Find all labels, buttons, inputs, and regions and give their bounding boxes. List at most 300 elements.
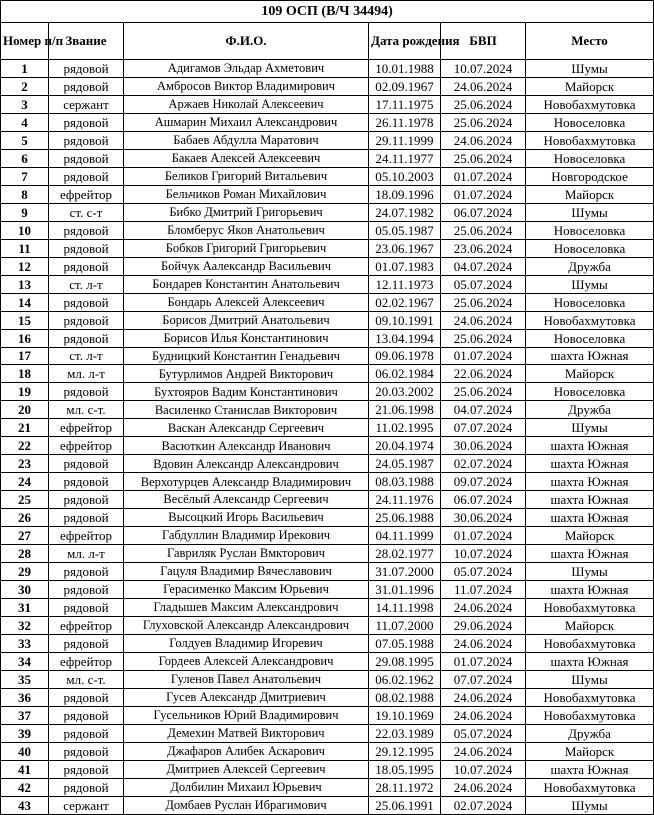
bvp-date-cell: 07.07.2024 — [441, 419, 526, 437]
birth-date-cell: 08.03.1988 — [369, 473, 441, 491]
place-cell: шахта Южная — [526, 509, 654, 527]
row-number: 1 — [1, 60, 49, 78]
place-cell: Майорск — [526, 527, 654, 545]
name-cell: Вдовин Александр Александрович — [124, 455, 369, 473]
table-row — [1, 527, 654, 545]
rank-cell: мл. с-т. — [49, 401, 124, 419]
table-row — [1, 185, 654, 203]
name-cell: Верхотурцев Александр Владимирович — [124, 473, 369, 491]
row-number: 28 — [1, 545, 49, 563]
birth-date-cell: 29.08.1995 — [369, 652, 441, 670]
birth-date-cell: 18.09.1996 — [369, 185, 441, 203]
row-number: 24 — [1, 473, 49, 491]
row-number: 34 — [1, 652, 49, 670]
name-cell: Гуленов Павел Анатольевич — [124, 670, 369, 688]
place-cell: Новоселовка — [526, 149, 654, 167]
row-number: 36 — [1, 688, 49, 706]
row-number: 27 — [1, 527, 49, 545]
name-cell: Амбросов Виктор Владимирович — [124, 77, 369, 95]
name-cell: Бобков Григорий Григорьевич — [124, 239, 369, 257]
rank-cell: рядовой — [49, 509, 124, 527]
place-cell: Шумы — [526, 563, 654, 581]
table-row — [1, 778, 654, 796]
place-cell: Шумы — [526, 670, 654, 688]
row-number: 18 — [1, 365, 49, 383]
rank-cell: ефрейтор — [49, 617, 124, 635]
row-number: 6 — [1, 149, 49, 167]
bvp-date-cell: 02.07.2024 — [441, 796, 526, 814]
place-cell: шахта Южная — [526, 545, 654, 563]
bvp-date-cell: 24.06.2024 — [441, 688, 526, 706]
table-row — [1, 275, 654, 293]
bvp-date-cell: 25.06.2024 — [441, 149, 526, 167]
table-row — [1, 437, 654, 455]
bvp-date-cell: 25.06.2024 — [441, 221, 526, 239]
name-cell: Бельчиков Роман Михайлович — [124, 185, 369, 203]
name-cell: Габдуллин Владимир Ирекович — [124, 527, 369, 545]
birth-date-cell: 17.11.1975 — [369, 95, 441, 113]
row-number: 10 — [1, 221, 49, 239]
table-row — [1, 617, 654, 635]
rank-cell: ефрейтор — [49, 652, 124, 670]
place-cell: Новобахмутовка — [526, 311, 654, 329]
row-number: 26 — [1, 509, 49, 527]
birth-date-cell: 06.02.1962 — [369, 670, 441, 688]
row-number: 4 — [1, 113, 49, 131]
rank-cell: рядовой — [49, 167, 124, 185]
birth-date-cell: 23.06.1967 — [369, 239, 441, 257]
table-row — [1, 149, 654, 167]
row-number: 35 — [1, 670, 49, 688]
name-cell: Гусельников Юрий Владимирович — [124, 706, 369, 724]
row-number: 25 — [1, 491, 49, 509]
rank-cell: рядовой — [49, 778, 124, 796]
name-cell: Долбилин Михаил Юрьевич — [124, 778, 369, 796]
row-number: 37 — [1, 706, 49, 724]
rank-cell: ефрейтор — [49, 527, 124, 545]
bvp-date-cell: 30.06.2024 — [441, 437, 526, 455]
place-cell: шахта Южная — [526, 473, 654, 491]
bvp-date-cell: 25.06.2024 — [441, 329, 526, 347]
place-cell: Дружба — [526, 724, 654, 742]
bvp-date-cell: 24.06.2024 — [441, 131, 526, 149]
birth-date-cell: 28.02.1977 — [369, 545, 441, 563]
name-cell: Гордеев Алексей Александрович — [124, 652, 369, 670]
row-number: 30 — [1, 581, 49, 599]
bvp-date-cell: 01.07.2024 — [441, 527, 526, 545]
place-cell: Шумы — [526, 203, 654, 221]
place-cell: Шумы — [526, 796, 654, 814]
name-cell: Бухтояров Вадим Константинович — [124, 383, 369, 401]
row-number: 40 — [1, 742, 49, 760]
place-cell: Новобахмутовка — [526, 778, 654, 796]
place-cell: Новоселовка — [526, 383, 654, 401]
table-row — [1, 599, 654, 617]
name-cell: Герасименко Максим Юрьевич — [124, 581, 369, 599]
rank-cell: рядовой — [49, 599, 124, 617]
birth-date-cell: 24.11.1976 — [369, 491, 441, 509]
birth-date-cell: 28.11.1972 — [369, 778, 441, 796]
birth-date-cell: 24.05.1987 — [369, 455, 441, 473]
table-row — [1, 60, 654, 78]
birth-date-cell: 08.02.1988 — [369, 688, 441, 706]
table-row — [1, 383, 654, 401]
header-rank: Звание — [49, 23, 124, 60]
rank-cell: рядовой — [49, 455, 124, 473]
place-cell: Новоселовка — [526, 293, 654, 311]
row-number: 20 — [1, 401, 49, 419]
birth-date-cell: 05.05.1987 — [369, 221, 441, 239]
bvp-date-cell: 24.06.2024 — [441, 778, 526, 796]
birth-date-cell: 25.06.1991 — [369, 796, 441, 814]
bvp-date-cell: 04.07.2024 — [441, 401, 526, 419]
place-cell: Новобахмутовка — [526, 95, 654, 113]
rank-cell: рядовой — [49, 221, 124, 239]
table-row — [1, 203, 654, 221]
name-cell: Беликов Григорий Витальевич — [124, 167, 369, 185]
table-row — [1, 257, 654, 275]
name-cell: Бибко Дмитрий Григорьевич — [124, 203, 369, 221]
rank-cell: рядовой — [49, 635, 124, 653]
rank-cell: рядовой — [49, 77, 124, 95]
bvp-date-cell: 06.07.2024 — [441, 203, 526, 221]
birth-date-cell: 24.07.1982 — [369, 203, 441, 221]
bvp-date-cell: 01.07.2024 — [441, 185, 526, 203]
place-cell: Новоселовка — [526, 113, 654, 131]
row-number: 41 — [1, 760, 49, 778]
bvp-date-cell: 04.07.2024 — [441, 257, 526, 275]
bvp-date-cell: 01.07.2024 — [441, 652, 526, 670]
title-row — [1, 1, 654, 23]
birth-date-cell: 01.07.1983 — [369, 257, 441, 275]
rank-cell: рядовой — [49, 239, 124, 257]
birth-date-cell: 19.10.1969 — [369, 706, 441, 724]
birth-date-cell: 26.11.1978 — [369, 113, 441, 131]
rank-cell: рядовой — [49, 760, 124, 778]
row-number: 33 — [1, 635, 49, 653]
rank-cell: рядовой — [49, 473, 124, 491]
bvp-date-cell: 29.06.2024 — [441, 617, 526, 635]
rank-cell: рядовой — [49, 491, 124, 509]
birth-date-cell: 02.02.1967 — [369, 293, 441, 311]
birth-date-cell: 07.05.1988 — [369, 635, 441, 653]
birth-date-cell: 13.04.1994 — [369, 329, 441, 347]
rank-cell: рядовой — [49, 60, 124, 78]
birth-date-cell: 29.12.1995 — [369, 742, 441, 760]
row-number: 42 — [1, 778, 49, 796]
row-number: 19 — [1, 383, 49, 401]
name-cell: Высоцкий Игорь Васильевич — [124, 509, 369, 527]
place-cell: Майорск — [526, 185, 654, 203]
place-cell: Новобахмутовка — [526, 635, 654, 653]
bvp-date-cell: 24.06.2024 — [441, 742, 526, 760]
birth-date-cell: 09.10.1991 — [369, 311, 441, 329]
place-cell: Дружба — [526, 257, 654, 275]
place-cell: Новоселовка — [526, 221, 654, 239]
name-cell: Адигамов Эльдар Ахметович — [124, 60, 369, 78]
place-cell: Майорск — [526, 365, 654, 383]
bvp-date-cell: 05.07.2024 — [441, 275, 526, 293]
row-number: 13 — [1, 275, 49, 293]
table-row — [1, 742, 654, 760]
birth-date-cell: 06.02.1984 — [369, 365, 441, 383]
table-row — [1, 95, 654, 113]
birth-date-cell: 31.07.2000 — [369, 563, 441, 581]
rank-cell: ефрейтор — [49, 419, 124, 437]
rank-cell: рядовой — [49, 329, 124, 347]
birth-date-cell: 12.11.1973 — [369, 275, 441, 293]
name-cell: Глуховской Александр Александрович — [124, 617, 369, 635]
bvp-date-cell: 10.07.2024 — [441, 545, 526, 563]
rank-cell: мл. с-т. — [49, 670, 124, 688]
row-number: 14 — [1, 293, 49, 311]
bvp-date-cell: 05.07.2024 — [441, 563, 526, 581]
row-number: 39 — [1, 724, 49, 742]
name-cell: Демехин Матвей Викторович — [124, 724, 369, 742]
rank-cell: рядовой — [49, 293, 124, 311]
name-cell: Бондарев Константин Анатольевич — [124, 275, 369, 293]
birth-date-cell: 25.06.1988 — [369, 509, 441, 527]
table-body — [1, 60, 654, 815]
name-cell: Васюткин Александр Иванович — [124, 437, 369, 455]
rank-cell: рядовой — [49, 724, 124, 742]
name-cell: Борисов Илья Константинович — [124, 329, 369, 347]
row-number: 9 — [1, 203, 49, 221]
rank-cell: мл. л-т — [49, 545, 124, 563]
name-cell: Бойчук Аалександр Васильевич — [124, 257, 369, 275]
bvp-date-cell: 02.07.2024 — [441, 455, 526, 473]
birth-date-cell: 22.03.1989 — [369, 724, 441, 742]
bvp-date-cell: 25.06.2024 — [441, 293, 526, 311]
place-cell: Майорск — [526, 742, 654, 760]
place-cell: Шумы — [526, 60, 654, 78]
bvp-date-cell: 25.06.2024 — [441, 95, 526, 113]
name-cell: Домбаев Руслан Ибрагимович — [124, 796, 369, 814]
header-number: Номер п/п — [1, 23, 49, 60]
rank-cell: рядовой — [49, 131, 124, 149]
name-cell: Бакаев Алексей Алексеевич — [124, 149, 369, 167]
rank-cell: рядовой — [49, 311, 124, 329]
table-row — [1, 670, 654, 688]
rank-cell: сержант — [49, 95, 124, 113]
rank-cell: ст. с-т — [49, 203, 124, 221]
table-row — [1, 77, 654, 95]
table-row — [1, 509, 654, 527]
bvp-date-cell: 24.06.2024 — [441, 635, 526, 653]
place-cell: Дружба — [526, 401, 654, 419]
name-cell: Гусев Александр Дмитриевич — [124, 688, 369, 706]
place-cell: шахта Южная — [526, 437, 654, 455]
table-title: 109 ОСП (В/Ч 34494) — [1, 1, 654, 23]
table-row — [1, 239, 654, 257]
bvp-date-cell: 24.06.2024 — [441, 706, 526, 724]
bvp-date-cell: 10.07.2024 — [441, 60, 526, 78]
bvp-date-cell: 30.06.2024 — [441, 509, 526, 527]
place-cell: шахта Южная — [526, 652, 654, 670]
name-cell: Аржаев Николай Алексеевич — [124, 95, 369, 113]
row-number: 5 — [1, 131, 49, 149]
birth-date-cell: 21.06.1998 — [369, 401, 441, 419]
name-cell: Василенко Станислав Викторович — [124, 401, 369, 419]
bvp-date-cell: 01.07.2024 — [441, 347, 526, 365]
birth-date-cell: 24.11.1977 — [369, 149, 441, 167]
place-cell: шахта Южная — [526, 760, 654, 778]
bvp-date-cell: 24.06.2024 — [441, 599, 526, 617]
bvp-date-cell: 24.06.2024 — [441, 77, 526, 95]
row-number: 32 — [1, 617, 49, 635]
table-row — [1, 635, 654, 653]
bvp-date-cell: 22.06.2024 — [441, 365, 526, 383]
bvp-date-cell: 24.06.2024 — [441, 311, 526, 329]
rank-cell: ефрейтор — [49, 185, 124, 203]
table-row — [1, 473, 654, 491]
birth-date-cell: 09.06.1978 — [369, 347, 441, 365]
rank-cell: ст. л-т — [49, 347, 124, 365]
name-cell: Джафаров Алибек Аскарович — [124, 742, 369, 760]
table-row — [1, 293, 654, 311]
row-number: 22 — [1, 437, 49, 455]
rank-cell: ст. л-т — [49, 275, 124, 293]
place-cell: шахта Южная — [526, 455, 654, 473]
rank-cell: рядовой — [49, 563, 124, 581]
table-row — [1, 401, 654, 419]
row-number: 21 — [1, 419, 49, 437]
rank-cell: рядовой — [49, 706, 124, 724]
header-birth-date: Дата рождения — [369, 23, 441, 60]
table-row — [1, 167, 654, 185]
bvp-date-cell: 05.07.2024 — [441, 724, 526, 742]
birth-date-cell: 18.05.1995 — [369, 760, 441, 778]
table-row — [1, 724, 654, 742]
table-row — [1, 455, 654, 473]
row-number: 23 — [1, 455, 49, 473]
name-cell: Будницкий Константин Генадьевич — [124, 347, 369, 365]
row-number: 29 — [1, 563, 49, 581]
name-cell: Весёлый Александр Сергеевич — [124, 491, 369, 509]
rank-cell: рядовой — [49, 383, 124, 401]
name-cell: Дмитриев Алексей Сергеевич — [124, 760, 369, 778]
name-cell: Гавриляк Руслан Вмкторович — [124, 545, 369, 563]
table-row — [1, 545, 654, 563]
bvp-date-cell: 11.07.2024 — [441, 581, 526, 599]
table-row — [1, 491, 654, 509]
header-row — [1, 23, 654, 60]
birth-date-cell: 05.10.2003 — [369, 167, 441, 185]
header-bvp: БВП — [441, 23, 526, 60]
place-cell: Новобахмутовка — [526, 688, 654, 706]
row-number: 11 — [1, 239, 49, 257]
row-number: 12 — [1, 257, 49, 275]
row-number: 16 — [1, 329, 49, 347]
birth-date-cell: 11.02.1995 — [369, 419, 441, 437]
place-cell: Новгородское — [526, 167, 654, 185]
birth-date-cell: 04.11.1999 — [369, 527, 441, 545]
place-cell: Шумы — [526, 419, 654, 437]
table-row — [1, 581, 654, 599]
rank-cell: рядовой — [49, 113, 124, 131]
table-row — [1, 131, 654, 149]
bvp-date-cell: 07.07.2024 — [441, 670, 526, 688]
name-cell: Бломберус Яков Анатольевич — [124, 221, 369, 239]
birth-date-cell: 11.07.2000 — [369, 617, 441, 635]
birth-date-cell: 10.01.1988 — [369, 60, 441, 78]
table-row — [1, 706, 654, 724]
table-row — [1, 760, 654, 778]
row-number: 3 — [1, 95, 49, 113]
place-cell: шахта Южная — [526, 581, 654, 599]
bvp-date-cell: 25.06.2024 — [441, 383, 526, 401]
table-row — [1, 311, 654, 329]
table-row — [1, 652, 654, 670]
row-number: 43 — [1, 796, 49, 814]
place-cell: Новоселовка — [526, 239, 654, 257]
bvp-date-cell: 06.07.2024 — [441, 491, 526, 509]
place-cell: Шумы — [526, 275, 654, 293]
row-number: 2 — [1, 77, 49, 95]
name-cell: Бабаев Абдулла Маратович — [124, 131, 369, 149]
header-full-name: Ф.И.О. — [124, 23, 369, 60]
table-row — [1, 347, 654, 365]
place-cell: Новобахмутовка — [526, 131, 654, 149]
row-number: 15 — [1, 311, 49, 329]
place-cell: Майорск — [526, 617, 654, 635]
rank-cell: мл. л-т — [49, 365, 124, 383]
name-cell: Васкан Александр Сергеевич — [124, 419, 369, 437]
row-number: 17 — [1, 347, 49, 365]
name-cell: Гацуля Владимир Вячеславович — [124, 563, 369, 581]
name-cell: Борисов Дмитрий Анатольевич — [124, 311, 369, 329]
bvp-date-cell: 01.07.2024 — [441, 167, 526, 185]
place-cell: Новоселовка — [526, 329, 654, 347]
row-number: 7 — [1, 167, 49, 185]
birth-date-cell: 29.11.1999 — [369, 131, 441, 149]
place-cell: Новобахмутовка — [526, 706, 654, 724]
place-cell: шахта Южная — [526, 491, 654, 509]
name-cell: Ашмарин Михаил Александрович — [124, 113, 369, 131]
table-row — [1, 365, 654, 383]
rank-cell: рядовой — [49, 742, 124, 760]
rank-cell: сержант — [49, 796, 124, 814]
place-cell: шахта Южная — [526, 347, 654, 365]
name-cell: Бутурлимов Андрей Викторович — [124, 365, 369, 383]
table-row — [1, 419, 654, 437]
table-row — [1, 688, 654, 706]
birth-date-cell: 14.11.1998 — [369, 599, 441, 617]
birth-date-cell: 02.09.1967 — [369, 77, 441, 95]
row-number: 31 — [1, 599, 49, 617]
bvp-date-cell: 10.07.2024 — [441, 760, 526, 778]
birth-date-cell: 20.03.2002 — [369, 383, 441, 401]
bvp-date-cell: 25.06.2024 — [441, 113, 526, 131]
rank-cell: рядовой — [49, 149, 124, 167]
header-place: Место — [526, 23, 654, 60]
rank-cell: рядовой — [49, 581, 124, 599]
table-row — [1, 563, 654, 581]
table-row — [1, 796, 654, 814]
bvp-date-cell: 23.06.2024 — [441, 239, 526, 257]
birth-date-cell: 20.04.1974 — [369, 437, 441, 455]
rank-cell: рядовой — [49, 257, 124, 275]
table-row — [1, 329, 654, 347]
table-row — [1, 113, 654, 131]
name-cell: Бондарь Алексей Алексеевич — [124, 293, 369, 311]
name-cell: Гладышев Максим Александрович — [124, 599, 369, 617]
birth-date-cell: 31.01.1996 — [369, 581, 441, 599]
row-number: 8 — [1, 185, 49, 203]
rank-cell: ефрейтор — [49, 437, 124, 455]
table-row — [1, 221, 654, 239]
name-cell: Голдуев Владимир Игоревич — [124, 635, 369, 653]
